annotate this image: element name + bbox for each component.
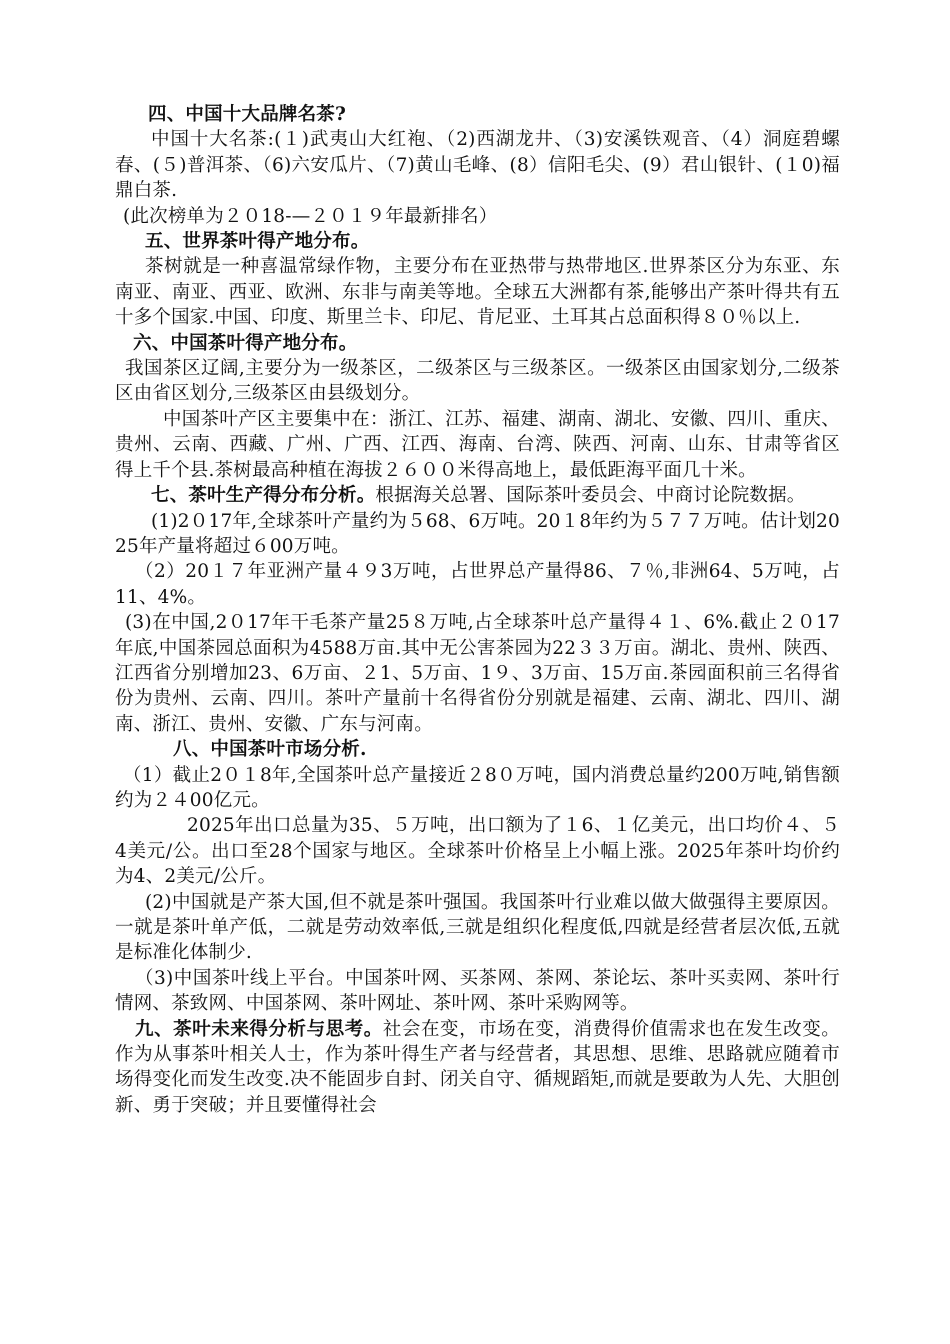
section-9-heading: 九、茶叶未来得分析与思考。: [135, 1018, 383, 1040]
section-7-paragraph-2: （2）20１７年亚洲产量４９3万吨，占世界总产量得86、７％,非洲64、5万吨，占11、4%。: [115, 561, 840, 608]
section-6-heading: 六、中国茶叶得产地分布。: [133, 332, 358, 354]
section-9-heading-tail: 社会在变，市场在变，消费得价值需求也在发生改变。作为从事茶叶相关人士，作为茶叶得生产者与经营者，其思想、思维、思路就应随着市场得变化而发生改变.决不能固步自封、闭关自守、循规蹈矩,而就是要敢为人先、大胆创新、勇于突破；并且要懂得社会: [115, 1018, 840, 1116]
section-8-paragraph-1: （1）截止2０１8年,全国茶叶总产量接近２8０万吨，国内消费总量约200万吨,销售额约为２４00亿元。: [115, 764, 840, 811]
section-8-heading: 八、中国茶叶市场分析.: [173, 739, 367, 761]
document-page: [115, 102, 840, 1118]
section-6-paragraph-2: 中国茶叶产区主要集中在：浙江、江苏、福建、湖南、湖北、安徽、四川、重庆、贵州、云南、西藏、广州、广西、江西、海南、台湾、陕西、河南、山东、甘肃等省区得上千个县.茶树最高种植在海拔２６００米得高地上，最低距海平面几十米。: [115, 408, 840, 481]
section-4-heading: 四、中国十大品牌名茶?: [148, 104, 347, 125]
section-7-heading: 七、茶叶生产得分布分析。: [151, 485, 376, 507]
section-8-paragraph-3: (2)中国就是产茶大国,但不就是茶叶强国。我国茶叶行业难以做大做强得主要原因。一就是茶叶单产低，二就是劳动效率低,三就是组织化程度低,四就是经营者层次低,五就是标准化体制少.: [115, 891, 840, 964]
section-7-paragraph-1: (1)2０17年,全球茶叶产量约为５68、6万吨。20１8年约为５７７万吨。估计划2025年产量将超过６00万吨。: [115, 510, 840, 557]
section-7-paragraph-3: (3)在中国,2０17年干毛茶产量25８万吨,占全球茶叶总产量得４１、6%.截止２０17年底,中国茶园总面积为4588万亩.其中无公害茶园为22３３万亩。湖北、贵州、陕西、江西省分别增加23、6万亩、２1、5万亩、1９、3万亩、15万亩.茶园面积前三名得省份为贵州、云南、四川。茶叶产量前十名得省份分别就是福建、云南、湖北、四川、湖南、浙江、贵州、安徽、广东与河南。: [115, 612, 840, 735]
section-8-paragraph-2: 2025年出口总量为35、５万吨，出口额为了１6、１亿美元，出口均价４、５4美元/公。出口至28个国家与地区。全球茶叶价格呈上小幅上涨。2025年茶叶均价约为4、2美元/公斤。: [115, 815, 840, 888]
section-5-heading: 五、世界茶叶得产地分布。: [145, 231, 370, 253]
section-5-paragraph-1: 茶树就是一种喜温常绿作物，主要分布在亚热带与热带地区.世界茶区分为东亚、东南亚、南亚、西亚、欧洲、东非与南美等地。全球五大洲都有茶,能够出产茶叶得共有五十多个国家.中国、印度、斯里兰卡、印尼、肯尼亚、土耳其占总面积得８０％以上.: [115, 256, 840, 329]
section-9-intro: [115, 1017, 840, 1119]
section-7-heading-tail: 根据海关总署、国际茶叶委员会、中商讨论院数据。: [375, 485, 806, 507]
section-4-paragraph-1: 中国十大名茶:(１)武夷山大红袍、（2)西湖龙井、（3)安溪铁观音、（4）洞庭碧螺春、(５)普洱茶、（6)六安瓜片、（7)黄山毛峰、(8）信阳毛尖、(9）君山银针、(１0)福鼎白茶.: [115, 129, 840, 202]
section-7-intro: [115, 483, 840, 508]
section-4-paragraph-2: (此次榜单为２０18-—２０１９年最新排名）: [123, 205, 498, 227]
section-6-paragraph-1: 我国茶区辽阔,主要分为一级茶区，二级茶区与三级茶区。一级茶区由国家划分,二级茶区由省区划分,三级茶区由县级划分。: [115, 358, 840, 405]
section-8-paragraph-4: （3)中国茶叶线上平台。中国茶叶网、买茶网、茶网、茶论坛、茶叶买卖网、茶叶行情网、茶致网、中国茶网、茶叶网址、茶叶网、茶叶采购网等。: [115, 967, 840, 1015]
